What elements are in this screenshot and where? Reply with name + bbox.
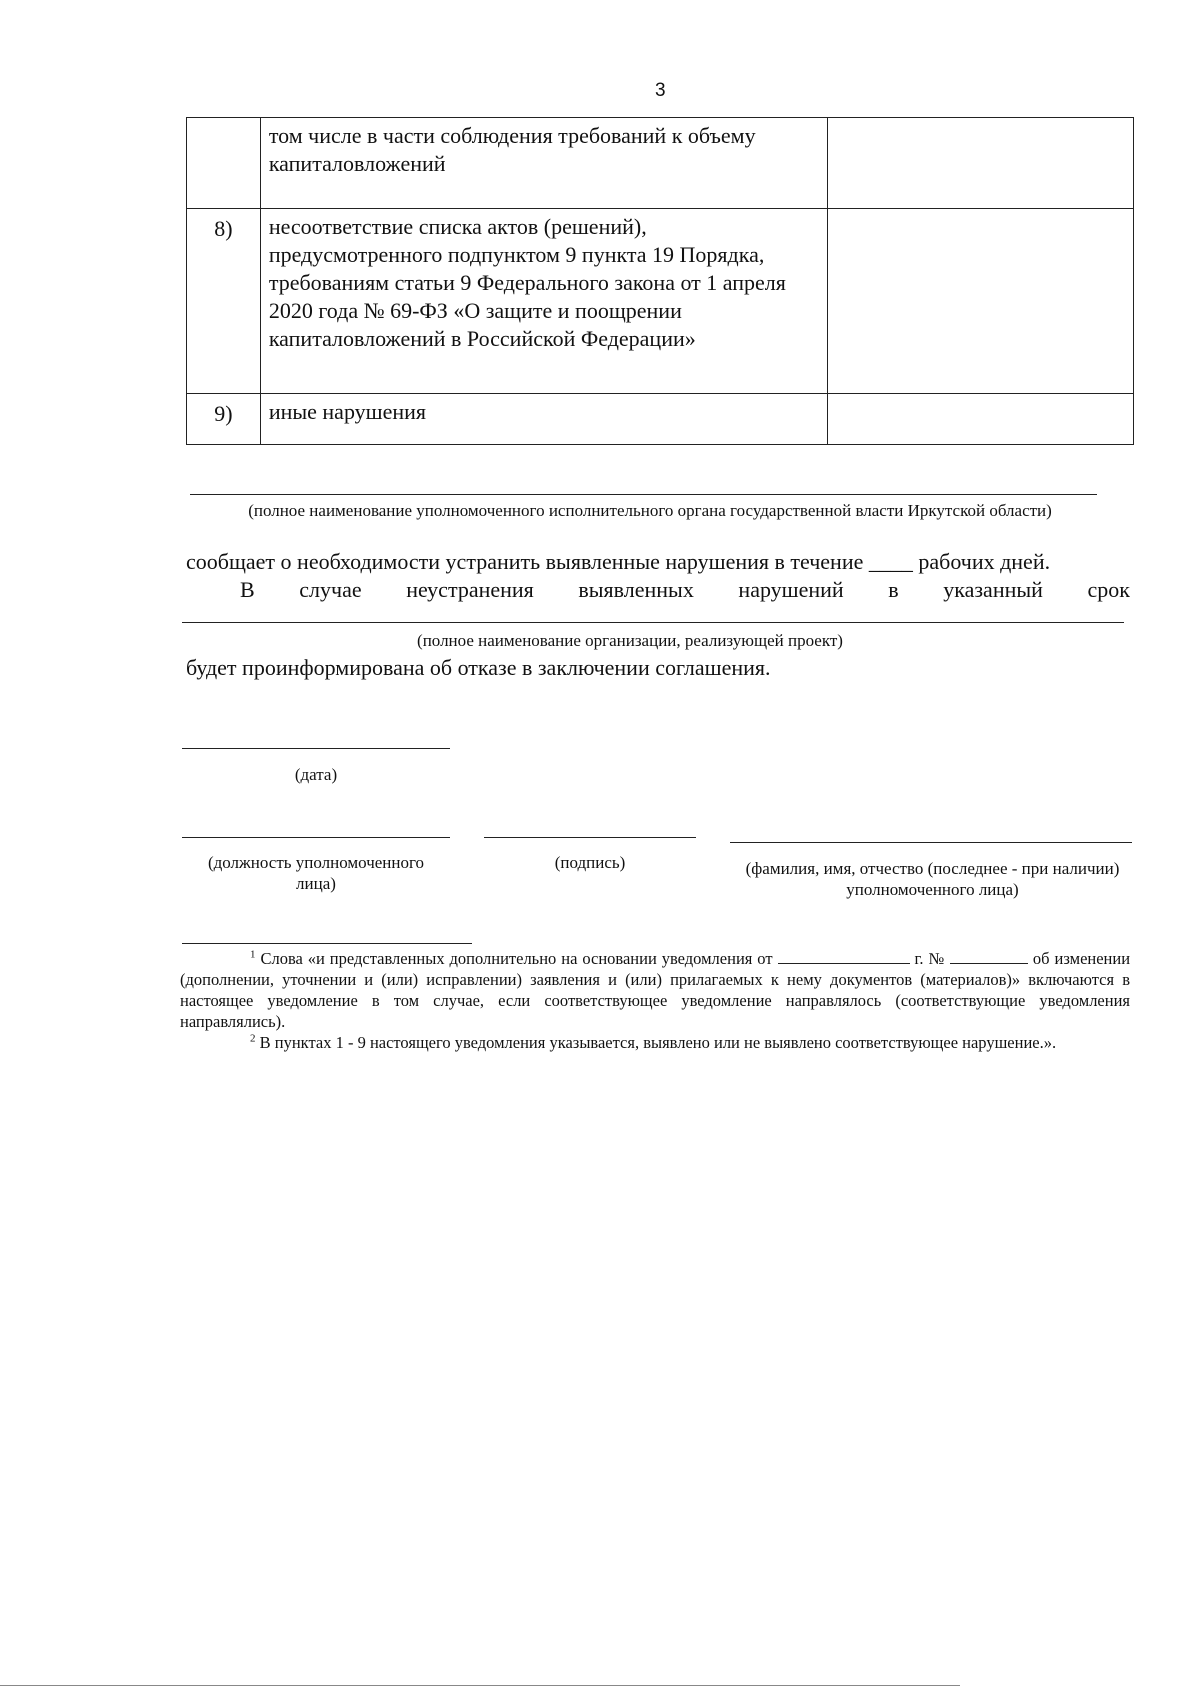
footnote-1-year: г. bbox=[914, 949, 924, 968]
signature-line bbox=[484, 837, 696, 838]
footnote-mark: 1 bbox=[250, 948, 256, 961]
warning-word: указанный bbox=[943, 577, 1043, 602]
footnote-1-number-sign: № bbox=[928, 949, 946, 968]
blank-number bbox=[950, 949, 1028, 964]
table-row bbox=[187, 209, 1134, 394]
row-result-cell bbox=[827, 118, 1133, 209]
page-number: 3 bbox=[655, 80, 666, 101]
footnotes bbox=[180, 948, 1130, 1053]
warning-word: срок bbox=[1087, 577, 1130, 602]
authority-caption: (полное наименование уполномоченного исполнительного органа государственной власти Иркутской области) bbox=[248, 501, 1052, 520]
table-row bbox=[187, 394, 1134, 445]
row-number: 8) bbox=[187, 209, 261, 394]
footnote-2-text: В пунктах 1 - 9 настоящего уведомления указывается, выявлено или не выявлено соответствующее нарушение.». bbox=[259, 1033, 1057, 1052]
violations-table bbox=[186, 117, 1134, 445]
row-text: том числе в части соблюдения требований к объему капиталовложений bbox=[260, 118, 827, 209]
authority-line bbox=[190, 494, 1097, 495]
footnote-2 bbox=[180, 1032, 1130, 1053]
warning-word: случае bbox=[299, 577, 362, 602]
warning-word: нарушений bbox=[738, 577, 844, 602]
footnote-separator bbox=[182, 943, 472, 944]
date-line bbox=[182, 748, 450, 749]
position-line bbox=[182, 837, 450, 838]
footnote-1 bbox=[180, 948, 1130, 1032]
row-number: 9) bbox=[187, 394, 261, 445]
row-text: несоответствие списка актов (решений), предусмотренного подпунктом 9 пункта 19 Порядка, требованиям статьи 9 Федерального закона от 1 апреля 2020 года № 69-ФЗ «О защите и поощрении капиталовложений в Российской Федерации» bbox=[260, 209, 827, 394]
name-line bbox=[730, 842, 1132, 843]
notice-line: сообщает о необходимости устранить выявленные нарушения в течение ____ рабочих дней. bbox=[186, 549, 1051, 574]
row-result-cell bbox=[827, 209, 1133, 394]
blank-date bbox=[778, 949, 910, 964]
row-result-cell bbox=[827, 394, 1133, 445]
position-caption: (должность уполномоченного лица) bbox=[207, 853, 425, 893]
scan-edge bbox=[0, 1685, 960, 1686]
refusal-line: будет проинформирована об отказе в заключении соглашения. bbox=[186, 655, 771, 680]
footnote-1-text: Слова «и представленных дополнительно на основании уведомления от bbox=[260, 949, 773, 968]
table-row bbox=[187, 118, 1134, 209]
warning-word: В bbox=[240, 577, 255, 602]
row-number bbox=[187, 118, 261, 209]
name-caption: (фамилия, имя, отчество (последнее - при наличии) уполномоченного лица) bbox=[745, 859, 1120, 899]
organization-line bbox=[182, 622, 1124, 623]
warning-word: в bbox=[888, 577, 899, 602]
footnote-mark: 2 bbox=[250, 1032, 256, 1045]
date-caption: (дата) bbox=[294, 765, 338, 784]
row-text: иные нарушения bbox=[260, 394, 827, 445]
organization-caption: (полное наименование организации, реализующей проект) bbox=[417, 631, 843, 650]
footnote-1-rest: об изменении (дополнении, уточнении и (или) исправлении) заявления и (или) прилагаемых к нему документов (материалов)» включаются в настоящее уведомление в том случае, если соответствующее уведомление направлялось (соответствующие уведомления направлялись). bbox=[180, 949, 1131, 1031]
warning-line bbox=[240, 576, 1130, 604]
signature-caption: (подпись) bbox=[554, 853, 626, 872]
warning-word: неустранения bbox=[406, 577, 534, 602]
warning-word: выявленных bbox=[578, 577, 694, 602]
